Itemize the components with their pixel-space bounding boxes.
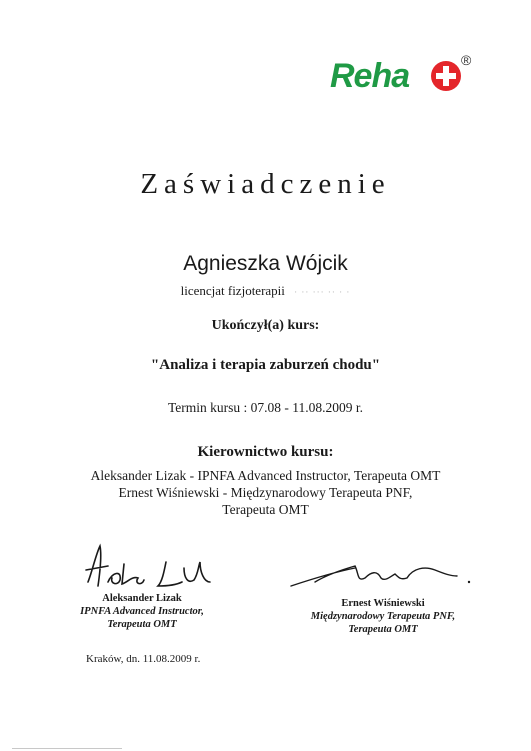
signatory-title: Międzynarodowy Terapeuta PNF, (310, 611, 456, 622)
course-title: "Analiza i terapia zaburzeń chodu" (150, 357, 381, 373)
divider (12, 748, 122, 749)
course-management-line: Ernest Wiśniewski - Międzynarodowy Terapeuta PNF, (118, 485, 413, 500)
signatory-title: IPNFA Advanced Instructor, (80, 606, 204, 617)
logo-wordmark: Reha (330, 57, 410, 95)
certificate-title: Zaświadczenie (140, 168, 391, 200)
license-line (0, 283, 531, 299)
signatory-title: Terapeuta OMT (107, 619, 177, 630)
course-management-line: Terapeuta OMT (222, 502, 309, 517)
course-management-line: Aleksander Lizak - IPNFA Advanced Instructor, Terapeuta OMT (90, 468, 441, 483)
reha-logo (330, 52, 480, 100)
recipient-name: Agnieszka Wójcik (183, 252, 348, 275)
place-and-date: Kraków, dn. 11.08.2009 r. (86, 653, 201, 665)
license-number: · ·· ··· ·· · · (294, 287, 351, 297)
red-cross-icon (430, 60, 462, 92)
completed-course-label: Ukończył(a) kurs: (211, 318, 320, 333)
signatory-title: Terapeuta OMT (348, 624, 418, 635)
signatory-name: Aleksander Lizak (102, 593, 182, 604)
signatory-block-wisniewski (283, 597, 483, 636)
course-term: Termin kursu : 07.08 - 11.08.2009 r. (167, 400, 364, 415)
signatory-block-lizak (42, 592, 242, 631)
signature-lizak (78, 542, 218, 592)
signatory-name: Ernest Wiśniewski (341, 598, 425, 609)
signature-wisniewski (285, 556, 475, 596)
course-management-heading: Kierownictwo kursu: (197, 444, 334, 460)
registered-mark: ® (461, 52, 472, 68)
license-label: licencjat fizjoterapii (180, 283, 285, 298)
